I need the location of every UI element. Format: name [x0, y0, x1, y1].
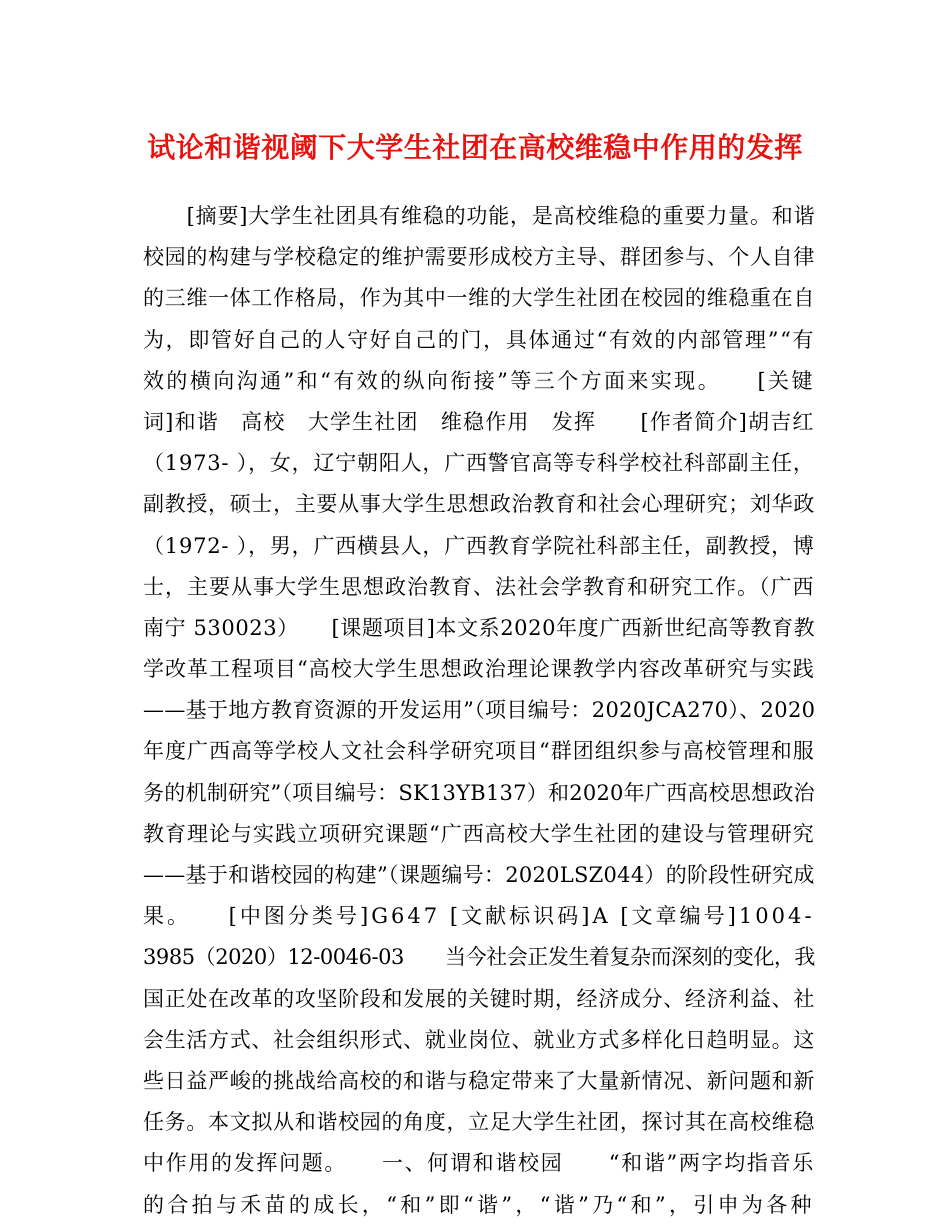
text-line: 词]和谐 高校 大学生社团 维稳作用 发挥 [作者简介]胡吉红 [143, 409, 815, 434]
text-line: 果。 [中图分类号]G647 [文献标识码]A [文章编号]1004- [143, 904, 815, 929]
text-line: 副教授，硕士，主要从事大学生思想政治教育和社会心理研究；刘华政 [143, 492, 815, 517]
text-line: 任务。本文拟从和谐校园的角度，立足大学生社团，探讨其在高校维稳 [143, 1110, 815, 1135]
text-line: （1973- ），女，辽宁朝阳人，广西警官高等专科学校社科部副主任， [143, 451, 815, 476]
text-line: 士，主要从事大学生思想政治教育、法社会学教育和研究工作。（广西 [143, 574, 815, 599]
text-line: 的合拍与禾苗的成长，“和”即“谐”，“谐”乃“和”，引申为各种 [143, 1192, 815, 1217]
text-line: 3985（2020）12-0046-03 当今社会正发生着复杂而深刻的变化，我 [143, 945, 815, 970]
text-line: 会生活方式、社会组织形式、就业岗位、就业方式多样化日趋明显。这 [143, 1027, 815, 1052]
text-line: 为，即管好自己的人守好自己的门，具体通过“有效的内部管理”“有 [143, 327, 815, 352]
text-line: 务的机制研究”（项目编号：SK13YB137）和2020年广西高校思想政治 [143, 780, 815, 805]
text-line: ——基于和谐校园的构建”（课题编号：2020LSZ044）的阶段性研究成 [143, 863, 815, 887]
text-line: 效的横向沟通”和“有效的纵向衔接”等三个方面来实现。 [关键 [143, 368, 815, 393]
text-line: （1972- ），男，广西横县人，广西教育学院社科部主任，副教授，博 [143, 533, 815, 558]
document-body [143, 196, 815, 1226]
text-line: 些日益严峻的挑战给高校的和谐与稳定带来了大量新情况、新问题和新 [143, 1068, 815, 1093]
text-line: 的三维一体工作格局，作为其中一维的大学生社团在校园的维稳重在自 [143, 286, 815, 311]
text-line: 校园的构建与学校稳定的维护需要形成校方主导、群团参与、个人自律 [143, 245, 815, 270]
text-line: 学改革工程项目“高校大学生思想政治理论课教学内容改革研究与实践 [143, 657, 815, 682]
text-line: [摘要]大学生社团具有维稳的功能，是高校维稳的重要力量。和谐 [143, 204, 815, 228]
text-line: 国正处在改革的攻坚阶段和发展的关键时期，经济成分、经济利益、社 [143, 986, 815, 1011]
document-title: 试论和谐视阈下大学生社团在高校维稳中作用的发挥 [147, 131, 803, 164]
text-line: 教育理论与实践立项研究课题“广西高校大学生社团的建设与管理研究 [143, 821, 815, 846]
text-line: 南宁 530023） [课题项目]本文系2020年度广西新世纪高等教育教 [143, 615, 815, 640]
text-line: 中作用的发挥问题。 一、何谓和谐校园 “和谐”两字均指音乐 [143, 1151, 815, 1176]
text-line: 年度广西高等学校人文社会科学研究项目“群团组织参与高校管理和服 [143, 739, 815, 764]
text-line: ——基于地方教育资源的开发运用”（项目编号：2020JCA270）、2020 [143, 698, 815, 723]
